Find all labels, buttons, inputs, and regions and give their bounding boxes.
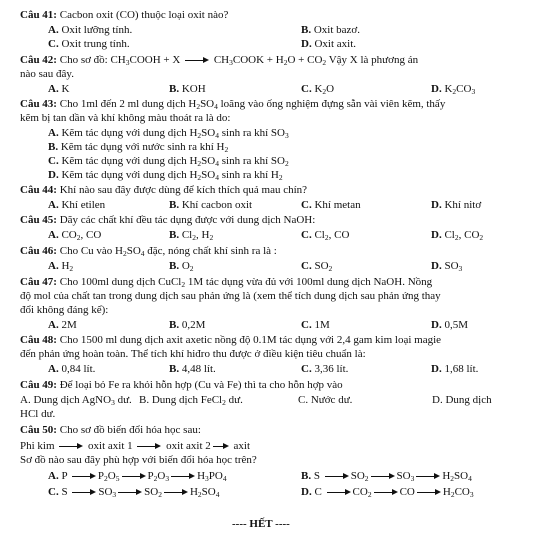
option-a[interactable]: A. Kẽm tác dụng với dung dịch $H_2SO_4$ sinh ra khí $SO_3$ [48, 127, 289, 140]
option-c[interactable]: C. $K_2O$ [301, 83, 335, 96]
question-45: Câu 45: Dãy các chất khí đều tác dụng được với dung dịch NaOH: [20, 214, 316, 226]
option-b[interactable]: B. Oxit bazơ. [301, 24, 360, 36]
option-b[interactable]: B. 4,48 lít. [169, 363, 216, 375]
option-c[interactable]: C. Nước dư. [298, 394, 353, 406]
option-c[interactable]: C. $Cl_2$, CO [301, 229, 350, 242]
question-47: Câu 47: Cho 100ml dung dịch CuCl$_2$ 1M tác dụng vừa đủ với 100ml dung dịch NaOH. Nồng [20, 276, 433, 289]
option-a[interactable]: A. K [48, 83, 70, 95]
question-stem-cont: kẽm bị tan dần và khí không màu thoát ra là do: [20, 112, 231, 124]
option-b[interactable]: B. Dung dịch FeCl$_2$ dư. [139, 394, 243, 407]
question-43: Câu 43: Cho 1ml đến 2 ml dung dịch $H_2SO_4$ loãng vào ống nghiệm đựng sẵn vài viên kẽm, thấy [20, 98, 446, 111]
option-c[interactable]: C. Kẽm tác dụng với dung dịch $H_2SO_4$ sinh ra khí $SO_2$ [48, 155, 289, 168]
question-stem-cont: đến phản ứng hoàn toàn. Thể tích khí hiđro thu được ở điều kiện tiêu chuẩn là: [20, 348, 366, 360]
question-stem: Cacbon oxit (CO) thuộc loại oxit nào? [59, 9, 229, 21]
question-46: Câu 46: Cho Cu vào $H_2SO_4$ đặc, nóng chất khí sinh ra là : [20, 245, 277, 258]
option-c[interactable]: C. Khí metan [301, 199, 361, 211]
question-48: Câu 48: Cho 1500 ml dung dịch axit axetic nồng độ 0.1M tác dụng với 2,4 gam kim loại magie [20, 334, 442, 346]
option-text: Oxit trung tính. [61, 38, 130, 50]
question-stem-cont: đổi không đáng kể): [20, 304, 109, 316]
option-a[interactable]: A. 2M [48, 319, 77, 331]
option-a[interactable]: A. Oxit lưỡng tính. [48, 24, 133, 36]
option-a[interactable]: A. Dung dịch AgNO$_3$ dư. [20, 394, 132, 407]
reaction-scheme: Phi kim oxit axit 1 oxit axit 2 axit [20, 440, 251, 452]
option-b[interactable]: B. $O_2$ [169, 260, 194, 273]
option-d-cont: HCl dư. [20, 408, 56, 420]
question-41 [20, 9, 228, 22]
question-49: Câu 49: Để loại bỏ Fe ra khỏi hỗn hợp (Cu và Fe) thì ta cho hỗn hợp vào [20, 379, 343, 391]
question-42 [20, 54, 418, 67]
question-50: Câu 50: Cho sơ đồ biến đổi hóa học sau: [20, 424, 201, 436]
option-d[interactable]: D. Kẽm tác dụng với dung dịch $H_2SO_4$ sinh ra khí $H_2$ [48, 169, 283, 182]
question-stem-cont: độ mol của chất tan trong dung dịch sau phản ứng là (xem thể tích dung dịch sau phản ứng thay [20, 290, 441, 302]
question-label: Câu 42: [20, 54, 57, 66]
option-text: Oxit lưỡng tính. [61, 24, 133, 36]
option-c[interactable]: C. S $SO_3$ $SO_2$ $H_2SO_4$ [48, 486, 220, 499]
question-stem-cont: nào sau đây. [20, 68, 74, 80]
option-a[interactable]: A. 0,84 lít. [48, 363, 96, 375]
option-b[interactable]: B. 0,2M [169, 319, 206, 331]
option-b[interactable]: B. Khí cacbon oxit [169, 199, 253, 211]
question-stem-cont: Sơ đồ nào sau đây phù hợp với biến đổi hóa học trên? [20, 454, 257, 466]
question-stem: Cho sơ đồ: $CH_3COOH + X$ $CH_3COOK + H_2O + CO_2$ Vậy X là phương án [59, 54, 419, 67]
option-d[interactable]: D. Oxit axit. [301, 38, 357, 50]
option-c[interactable]: C. $SO_2$ [301, 260, 333, 273]
option-d[interactable]: D. C $CO_2$ CO $H_2CO_3$ [301, 486, 474, 499]
option-d[interactable]: D. 1,68 lít. [431, 363, 479, 375]
option-d[interactable]: D. 0,5M [431, 319, 468, 331]
option-text: Oxit axit. [314, 38, 357, 50]
option-c[interactable]: C. 1M [301, 319, 330, 331]
option-a[interactable]: A. P $P_2O_5$ $P_2O_3$ $H_3PO_4$ [48, 470, 227, 483]
option-d[interactable]: D. $K_2CO_3$ [431, 83, 476, 96]
question-44: Câu 44: Khí nào sau đây được dùng để kích thích quả mau chín? [20, 184, 308, 196]
option-c[interactable]: C. 3,36 lít. [301, 363, 349, 375]
option-a[interactable]: A. $H_2$ [48, 260, 74, 273]
option-d[interactable]: D. Khí nitơ [431, 199, 482, 211]
option-b[interactable]: B. $Cl_2$, $H_2$ [169, 229, 214, 242]
question-label: Câu 41: [20, 9, 57, 21]
option-d[interactable]: D. Dung dịch [432, 394, 492, 406]
option-b[interactable]: B. KOH [169, 83, 206, 95]
option-b[interactable]: B. S $SO_2$ $SO_3$ $H_2SO_4$ [301, 470, 472, 483]
end-marker: ---- HẾT ---- [232, 518, 290, 530]
option-d[interactable]: D. $SO_3$ [431, 260, 463, 273]
option-d[interactable]: D. $Cl_2$, $CO_2$ [431, 229, 484, 242]
option-c[interactable]: C. Oxit trung tính. [48, 38, 130, 50]
option-a[interactable]: A. $CO_2$, CO [48, 229, 102, 242]
option-text: Oxit bazơ. [313, 24, 360, 36]
option-a[interactable]: A. Khí etilen [48, 199, 106, 211]
option-b[interactable]: B. Kẽm tác dụng với nước sinh ra khí $H_2$ [48, 141, 229, 154]
